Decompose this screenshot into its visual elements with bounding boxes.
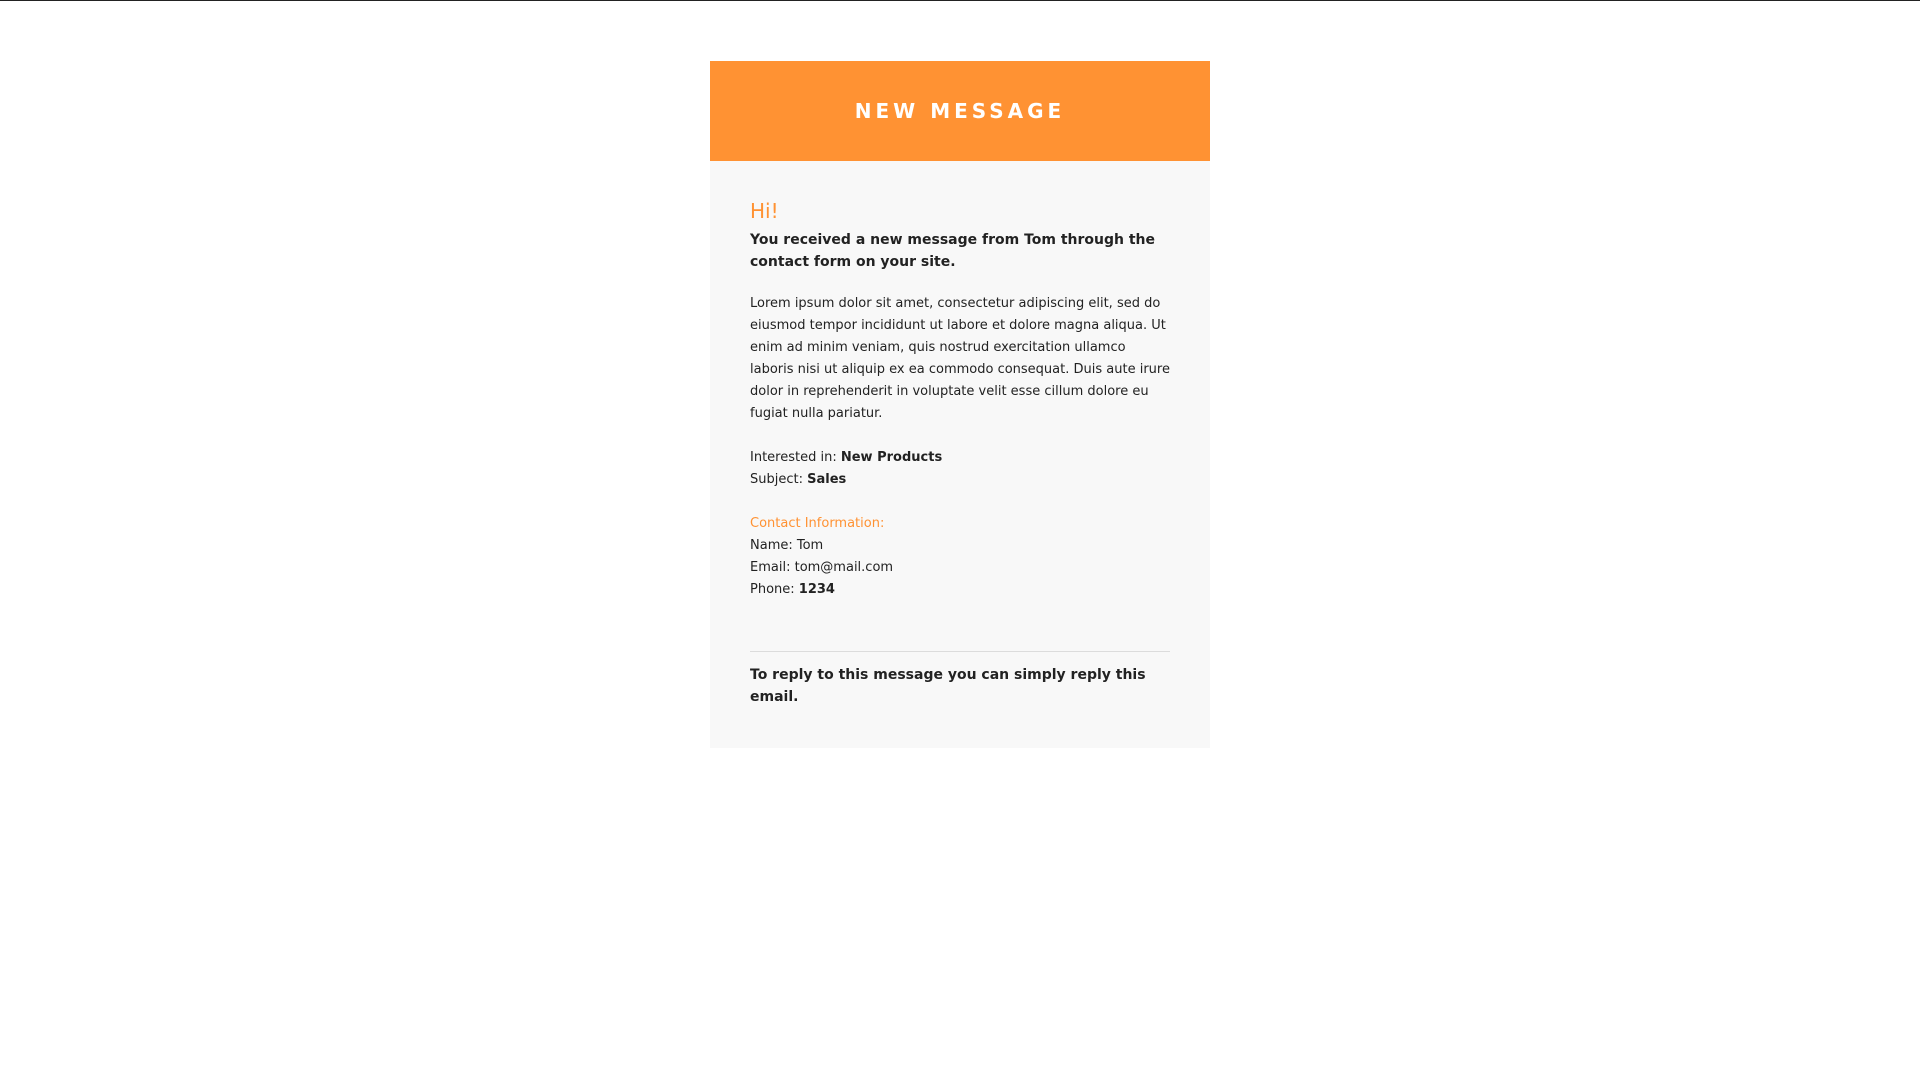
subject-label: Subject: xyxy=(750,472,803,487)
email-body xyxy=(710,161,1210,748)
intro-text: You received a new message from Tom through the contact form on your site. xyxy=(750,232,1156,270)
message-fields xyxy=(750,447,1170,491)
interested-in-label: Interested in: xyxy=(750,450,837,465)
contact-name-line xyxy=(750,535,1170,557)
email-card xyxy=(710,61,1210,748)
interested-in-value: New Products xyxy=(840,450,943,465)
contact-name-value: Tom xyxy=(796,538,824,553)
email-header xyxy=(710,61,1210,161)
footer-divider xyxy=(750,651,1170,652)
contact-phone-value: 1234 xyxy=(798,582,835,597)
subject-value: Sales xyxy=(807,472,847,487)
message-text: Lorem ipsum dolor sit amet, consectetur adipiscing elit, sed do eiusmod tempor incididunt ut labore et dolore magna aliqua. Ut enim ad minim veniam, quis nostrud exercitation ullamco laboris nisi ut aliquip ex ea commodo consequat. Duis aute irure dolor in reprehenderit in voluptate velit esse cillum dolore eu fugiat nulla pariatur. xyxy=(750,296,1170,421)
contact-information xyxy=(750,513,1170,601)
contact-heading: Contact Information: xyxy=(750,516,885,531)
greeting: Hi! xyxy=(750,199,779,223)
subject-line xyxy=(750,469,1170,491)
footer-note: To reply to this message you can simply reply this email. xyxy=(750,667,1146,705)
top-border-line xyxy=(0,0,1920,1)
contact-email-value[interactable]: tom@mail.com xyxy=(794,560,894,575)
contact-name-label: Name: xyxy=(750,538,793,553)
contact-phone-label: Phone: xyxy=(750,582,795,597)
interested-in-line xyxy=(750,447,1170,469)
contact-email-line xyxy=(750,557,1170,579)
contact-email-label: Email: xyxy=(750,560,791,575)
header-title: NEW MESSAGE xyxy=(854,99,1066,123)
contact-phone-line xyxy=(750,579,1170,601)
